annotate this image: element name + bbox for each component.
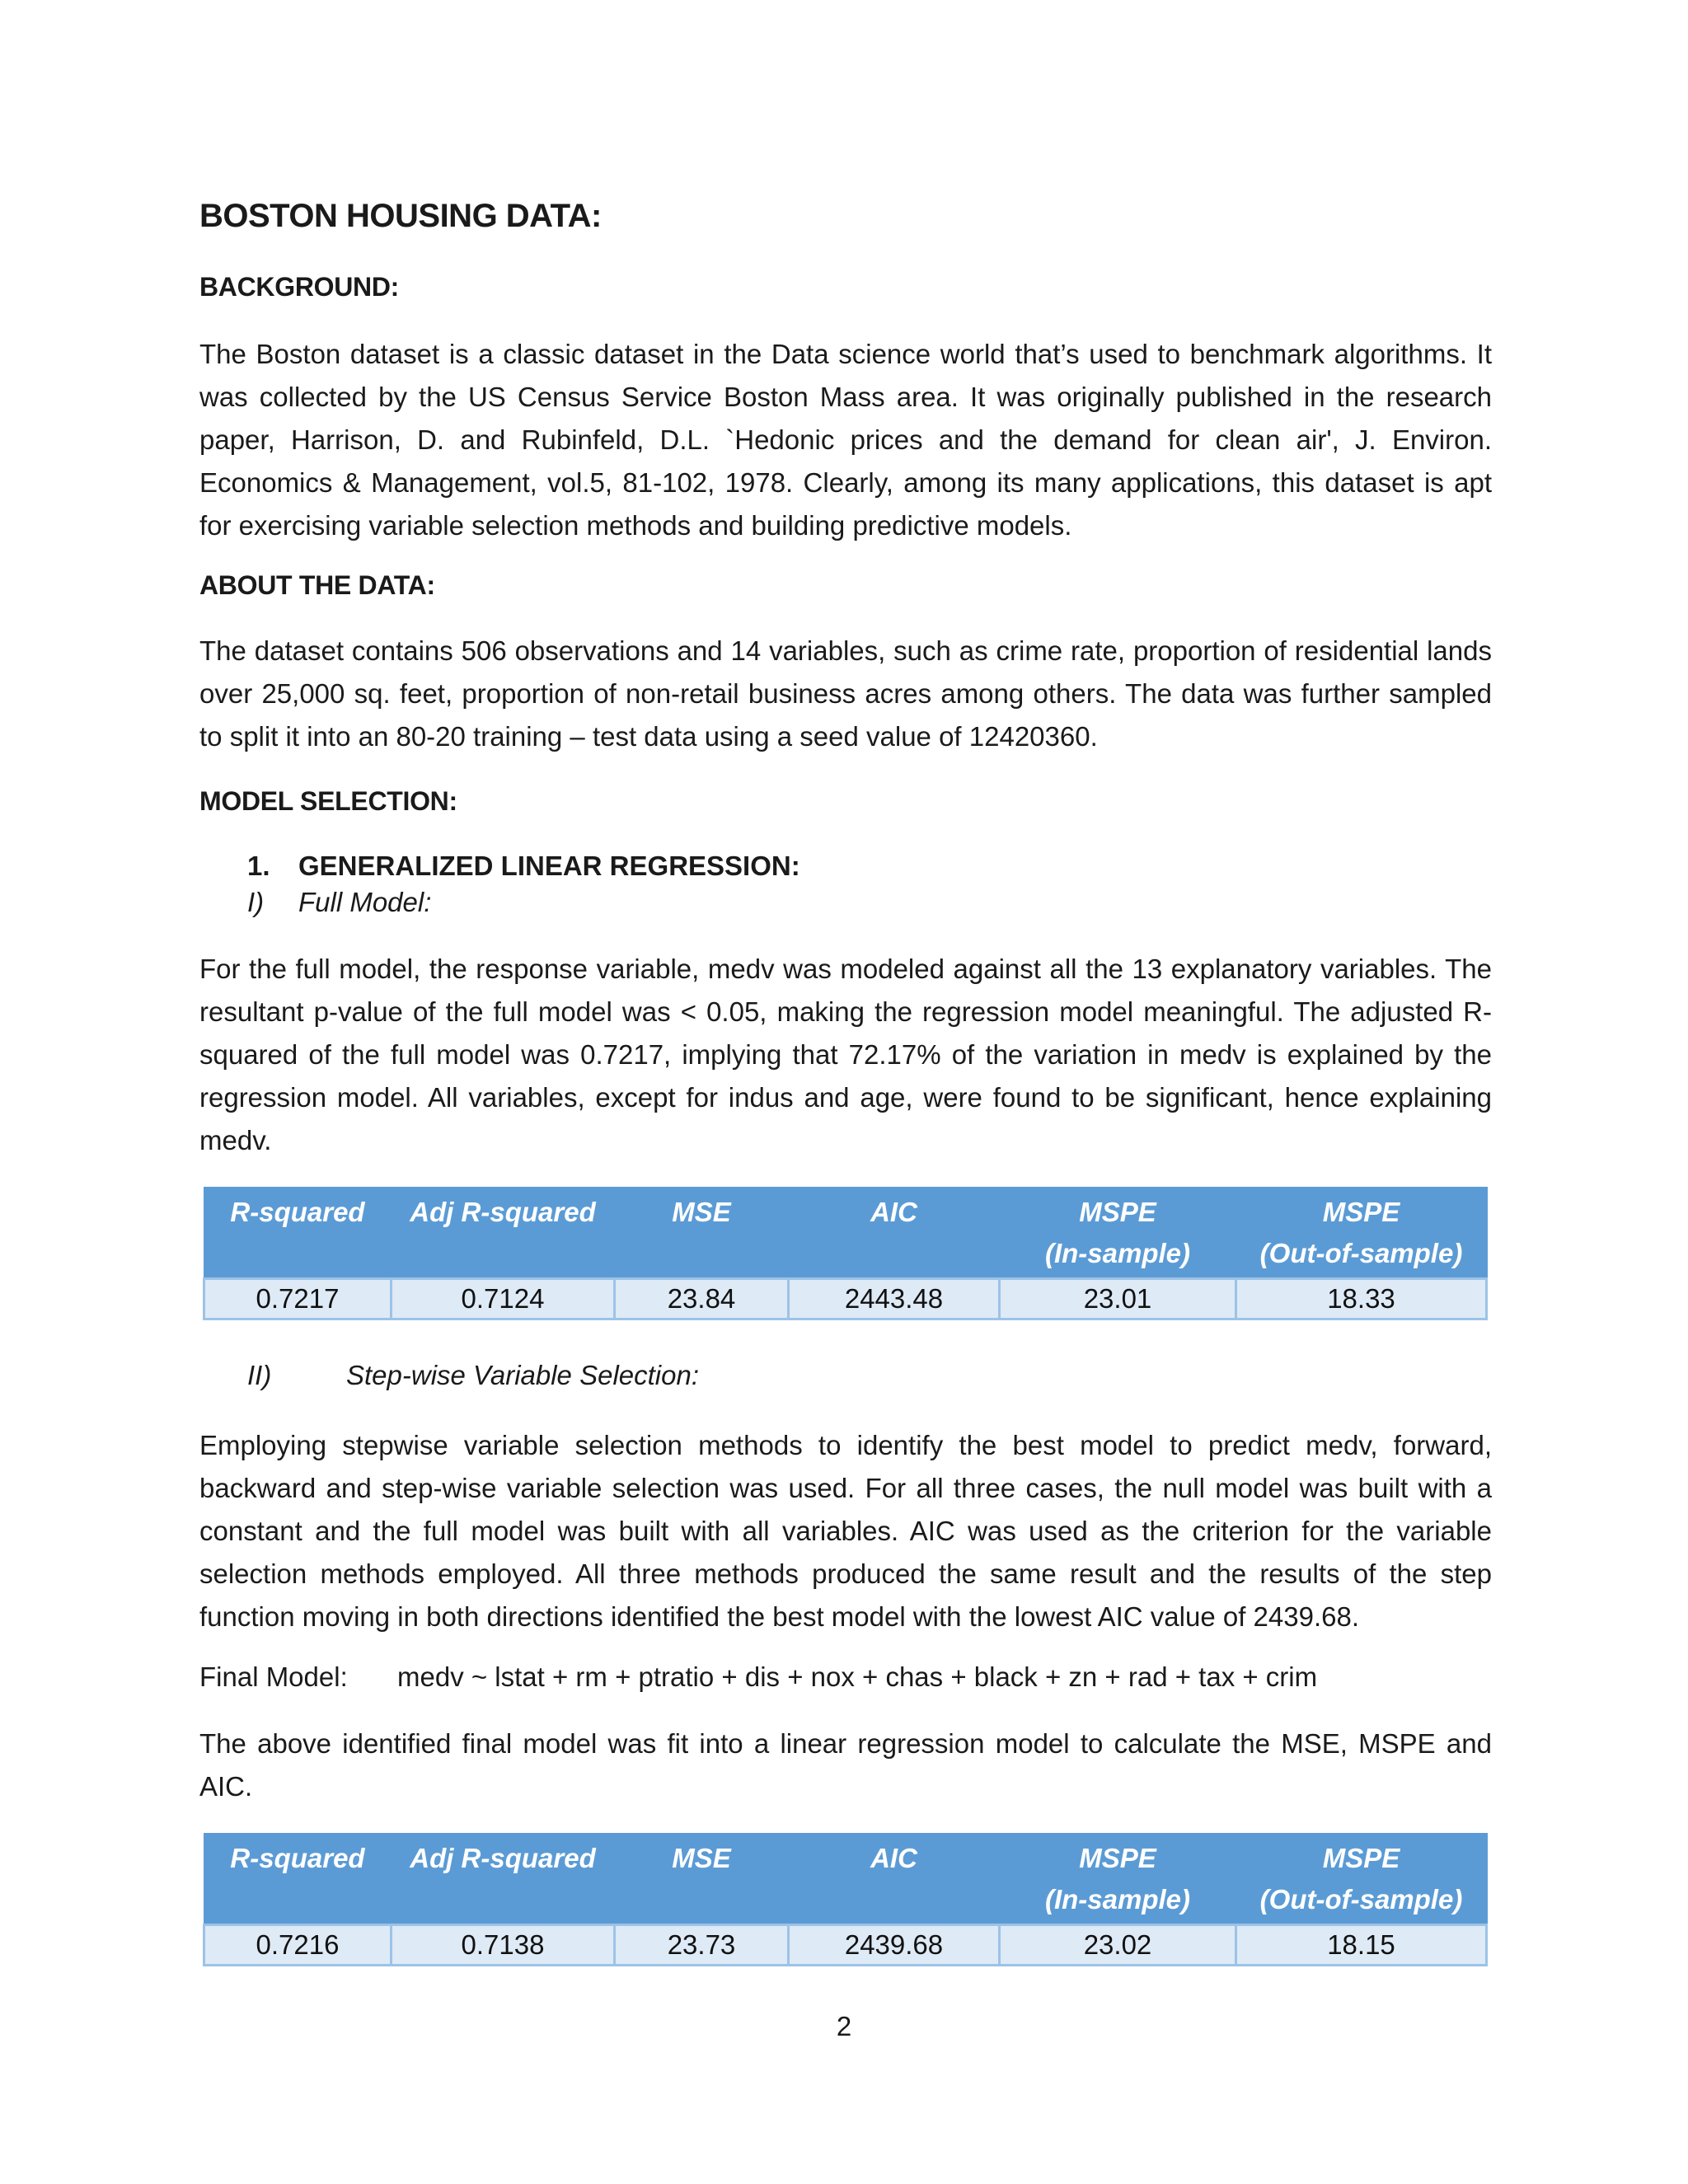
header-cell: MSPE (Out-of-sample) (1236, 1834, 1487, 1925)
header-cell: MSPE (In-sample) (1000, 1188, 1236, 1279)
final-model-metrics-table (203, 1833, 1488, 1966)
about-paragraph: The dataset contains 506 observations and 14 variables, such as crime rate, proportion of residential lands over 25,000 sq. feet, proportion of non-retail business acres among others. The data was further sampled to split it into an 80-20 training – test data using a seed value of 12420360. (199, 635, 1492, 752)
table-row (204, 1279, 1487, 1319)
stepwise-paragraph: Employing stepwise variable selection methods to identify the best model to predict medv, forward, backward and step-wise variable selection was used. For all three cases, the null model was built with a constant and the full model was built with all variables. AIC was used as the criterion for the variable selection methods employed. All three methods produced the same result and the results of the step function moving in both directions identified the best model with the lowest AIC value of 2439.68. (199, 1430, 1492, 1632)
background-paragraph: The Boston dataset is a classic dataset in the Data science world that’s used to benchmark algorithms. It was collected by the US Census Service Boston Mass area. It was originally published in the research paper, Harrison, D. and Rubinfeld, D.L. `Hedonic prices and the demand for clean air', J. Environ. Economics & Management, vol.5, 81-102, 1978. Clearly, among its many applications, this dataset is apt for exercising variable selection methods and building predictive models. (199, 339, 1492, 541)
document-title: BOSTON HOUSING DATA: (199, 198, 602, 234)
table-cell: 23.73 (615, 1925, 789, 1966)
about-heading: ABOUT THE DATA: (199, 570, 435, 600)
table-cell: 18.15 (1236, 1925, 1487, 1966)
header-cell: MSE (615, 1188, 789, 1279)
header-cell: MSE (615, 1834, 789, 1925)
table-row (204, 1925, 1487, 1966)
full-model-paragraph: For the full model, the response variable, medv was modeled against all the 13 explanatory variables. The resultant p-value of the full model was < 0.05, making the regression model meaningful. The adjusted R-squared of the full model was 0.7217, implying that 72.17% of the variation in medv is explained by the regression model. All variables, except for indus and age, were found to be significant, hence explaining medv. (199, 954, 1492, 1155)
table-header-row (204, 1188, 1487, 1279)
table-cell: 2443.48 (789, 1279, 1000, 1319)
sub1-label: Full Model: (298, 887, 432, 917)
final-model-formula: medv ~ lstat + rm + ptratio + dis + nox + chas + black + zn + rad + tax + crim (397, 1661, 1318, 1692)
table-cell: 23.01 (1000, 1279, 1236, 1319)
background-heading: BACKGROUND: (199, 272, 400, 302)
page-number: 2 (836, 2011, 852, 2041)
final-model-label: Final Model: (199, 1661, 348, 1692)
header-cell: R-squared (204, 1188, 392, 1279)
header-cell: Adj R-squared (392, 1188, 615, 1279)
header-cell: AIC (789, 1834, 1000, 1925)
header-cell: R-squared (204, 1834, 392, 1925)
header-cell: MSPE (In-sample) (1000, 1834, 1236, 1925)
header-cell: AIC (789, 1188, 1000, 1279)
table-cell: 0.7216 (204, 1925, 392, 1966)
model-selection-heading: MODEL SELECTION: (199, 786, 457, 816)
full-model-metrics-table (203, 1187, 1488, 1320)
final-model-paragraph: The above identified final model was fit into a linear regression model to calculate the MSE, MSPE and AIC. (199, 1728, 1492, 1802)
item1-number: 1. (247, 851, 270, 881)
item1-label: GENERALIZED LINEAR REGRESSION: (298, 851, 800, 881)
sub2-label: Step-wise Variable Selection: (346, 1360, 700, 1390)
table-cell: 0.7217 (204, 1279, 392, 1319)
header-cell: MSPE (Out-of-sample) (1236, 1188, 1487, 1279)
sub2-number: II) (247, 1360, 272, 1390)
table-cell: 23.84 (615, 1279, 789, 1319)
table-cell: 2439.68 (789, 1925, 1000, 1966)
header-cell: Adj R-squared (392, 1834, 615, 1925)
table-cell: 23.02 (1000, 1925, 1236, 1966)
table-cell: 0.7124 (392, 1279, 615, 1319)
table-cell: 0.7138 (392, 1925, 615, 1966)
table-header-row (204, 1834, 1487, 1925)
sub1-number: I) (247, 887, 265, 917)
table-cell: 18.33 (1236, 1279, 1487, 1319)
